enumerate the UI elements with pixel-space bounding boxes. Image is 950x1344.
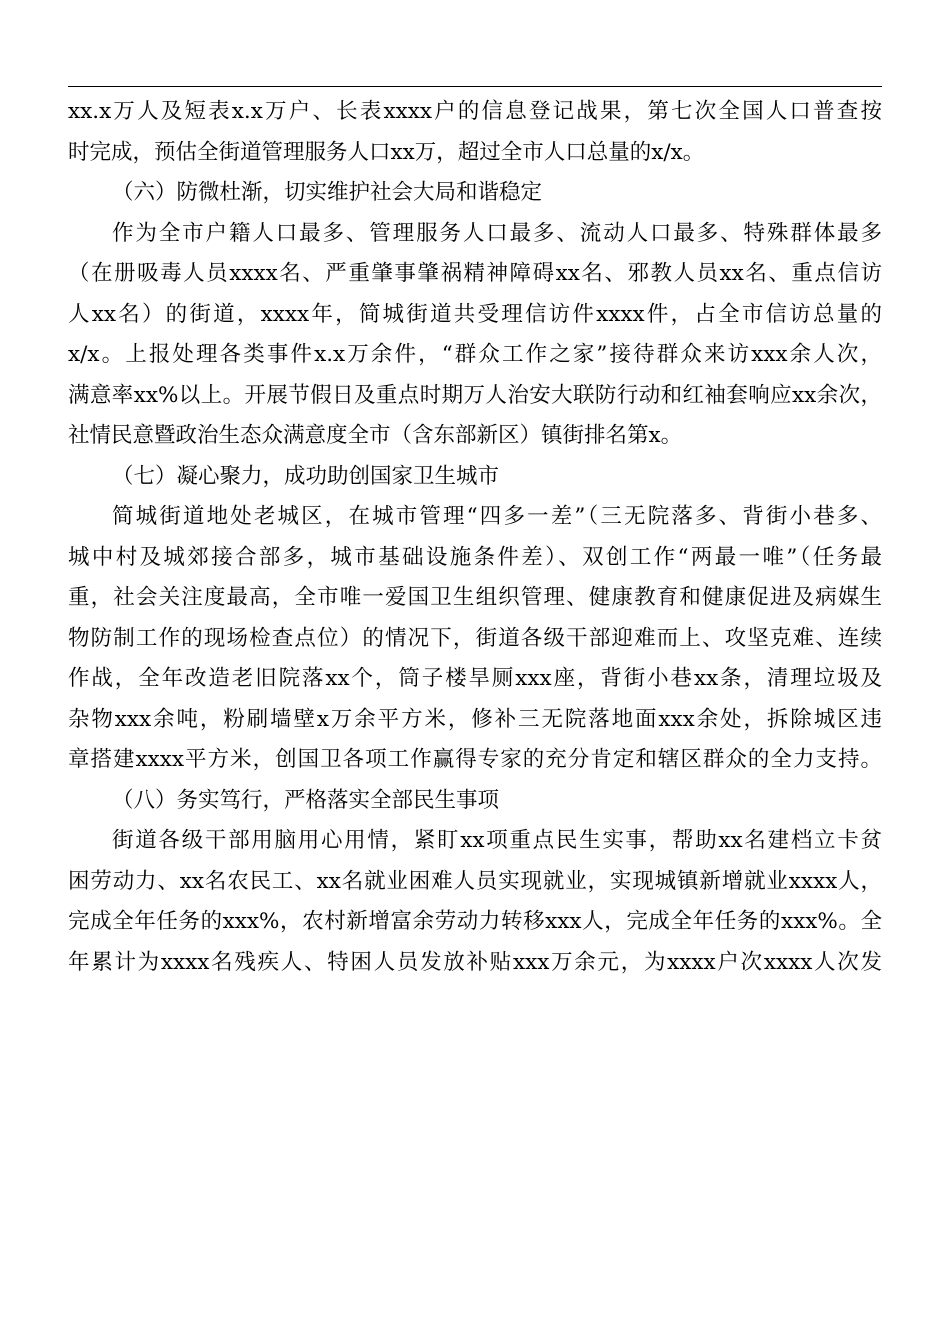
paragraph-line: 人xx名）的街道，xxxx年，简城街道共受理信访件xxxx件，占全市信访总量的 [68, 301, 882, 327]
section-heading: （七）凝心聚力，成功助创国家卫生城市 [112, 463, 500, 489]
paragraph-line: 章搭建xxxx平方米，创国卫各项工作赢得专家的充分肯定和辖区群众的全力支持。 [68, 747, 882, 772]
paragraph-line: 重，社会关注度最高，全市唯一爱国卫生组织管理、健康教育和健康促进及病媒生 [68, 585, 882, 610]
paragraph-line: 困劳动力、xx名农民工、xx名就业困难人员实现就业，实现城镇新增就业xxxx人， [68, 868, 882, 894]
paragraph-line: 简城街道地处老城区，在城市管理“四多一差”（三无院落多、背街小巷多、 [112, 504, 882, 529]
paragraph-line: 作战，全年改造老旧院落xx个，筒子楼旱厕xxx座，背街小巷xx条，清理垃圾及 [68, 666, 882, 691]
paragraph-line: 社情民意暨政治生态众满意度全市（含东部新区）镇街排名第x。 [68, 423, 683, 448]
paragraph-line: （在册吸毒人员xxxx名、严重肇事肇祸精神障碍xx名、邪教人员xx名、重点信访 [68, 261, 882, 286]
paragraph-line: 物防制工作的现场检查点位）的情况下，街道各级干部迎难而上、攻坚克难、连续 [68, 625, 882, 651]
header-rule [68, 86, 882, 87]
section-heading: （六）防微杜渐，切实维护社会大局和谐稳定 [112, 180, 543, 205]
document-body [68, 92, 882, 983]
paragraph-line: 街道各级干部用脑用心用情，紧盯xx项重点民生实事，帮助xx名建档立卡贫 [112, 828, 882, 853]
paragraph-line: 满意率xx%以上。开展节假日及重点时期万人治安大联防行动和红袖套响应xx余次， [68, 382, 882, 408]
paragraph-line: 杂物xxx余吨，粉刷墙壁x万余平方米，修补三无院落地面xxx余处，拆除城区违 [68, 706, 882, 732]
paragraph-line: 城中村及城郊接合部多，城市基础设施条件差）、双创工作“两最一唯”（任务最 [68, 544, 882, 570]
paragraph-line: xx.x万人及短表x.x万户、长表xxxx户的信息登记战果，第七次全国人口普查按 [68, 99, 882, 124]
paragraph-line: x/x。上报处理各类事件x.x万余件，“群众工作之家”接待群众来访xxx余人次， [68, 342, 882, 367]
paragraph-line: 时完成，预估全街道管理服务人口xx万，超过全市人口总量的x/x。 [68, 139, 705, 165]
paragraph-line: 作为全市户籍人口最多、管理服务人口最多、流动人口最多、特殊群体最多 [112, 220, 882, 246]
paragraph-line: 完成全年任务的xxx%，农村新增富余劳动力转移xxx人，完成全年任务的xxx%。全 [68, 909, 882, 934]
paragraph-line: 年累计为xxxx名残疾人、特困人员发放补贴xxx万余元，为xxxx户次xxxx人次发 [68, 949, 882, 975]
section-heading: （八）务实笃行，严格落实全部民生事项 [112, 787, 500, 813]
